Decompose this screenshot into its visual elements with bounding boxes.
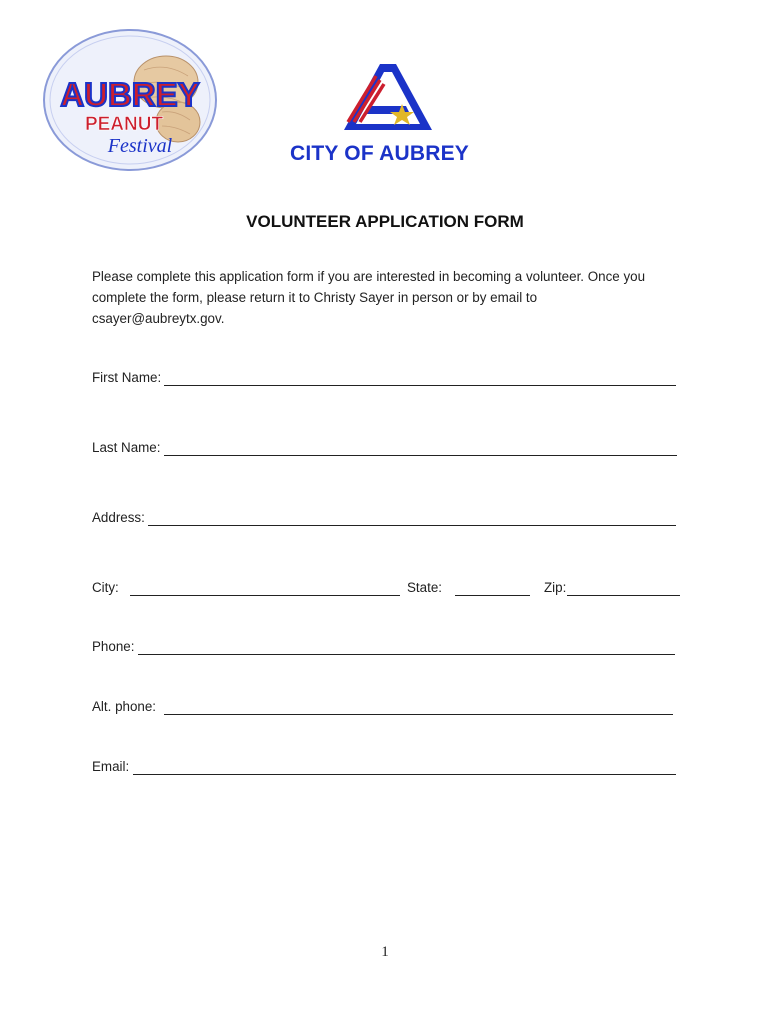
peanut-logo-festival: Festival xyxy=(107,135,173,157)
email-label: Email: xyxy=(92,759,130,774)
alt-phone-field[interactable] xyxy=(164,714,673,715)
zip-label: Zip: xyxy=(544,580,567,595)
email-field[interactable] xyxy=(133,774,676,775)
intro-line: csayer@aubreytx.gov. xyxy=(92,311,225,326)
alt-phone-label: Alt. phone: xyxy=(92,699,157,714)
state-field[interactable] xyxy=(455,595,530,596)
peanut-logo-aubrey: AUBREY xyxy=(60,76,200,113)
page-number: 1 xyxy=(381,944,389,960)
intro-line: complete the form, please return it to Christy Sayer in person or by email to xyxy=(92,290,538,305)
city-emblem-icon xyxy=(340,62,436,134)
peanut-festival-logo xyxy=(40,26,220,174)
peanut-logo-peanut: PEANUT xyxy=(84,114,164,135)
address-field[interactable] xyxy=(148,525,676,526)
phone-label: Phone: xyxy=(92,639,135,654)
intro-paragraph xyxy=(92,266,682,329)
state-label: State: xyxy=(407,580,442,595)
zip-field[interactable] xyxy=(567,595,680,596)
intro-line: Please complete this application form if you are interested in becoming a volunteer. Once you xyxy=(92,269,646,284)
form-title: VOLUNTEER APPLICATION FORM xyxy=(246,212,524,231)
last-name-label: Last Name: xyxy=(92,440,161,455)
first-name-label: First Name: xyxy=(92,370,162,385)
city-field[interactable] xyxy=(130,595,400,596)
city-label: City: xyxy=(92,580,119,595)
phone-field[interactable] xyxy=(138,654,675,655)
last-name-field[interactable] xyxy=(164,455,677,456)
address-label: Address: xyxy=(92,510,145,525)
city-name-heading: CITY OF AUBREY xyxy=(290,142,469,165)
first-name-field[interactable] xyxy=(164,385,676,386)
